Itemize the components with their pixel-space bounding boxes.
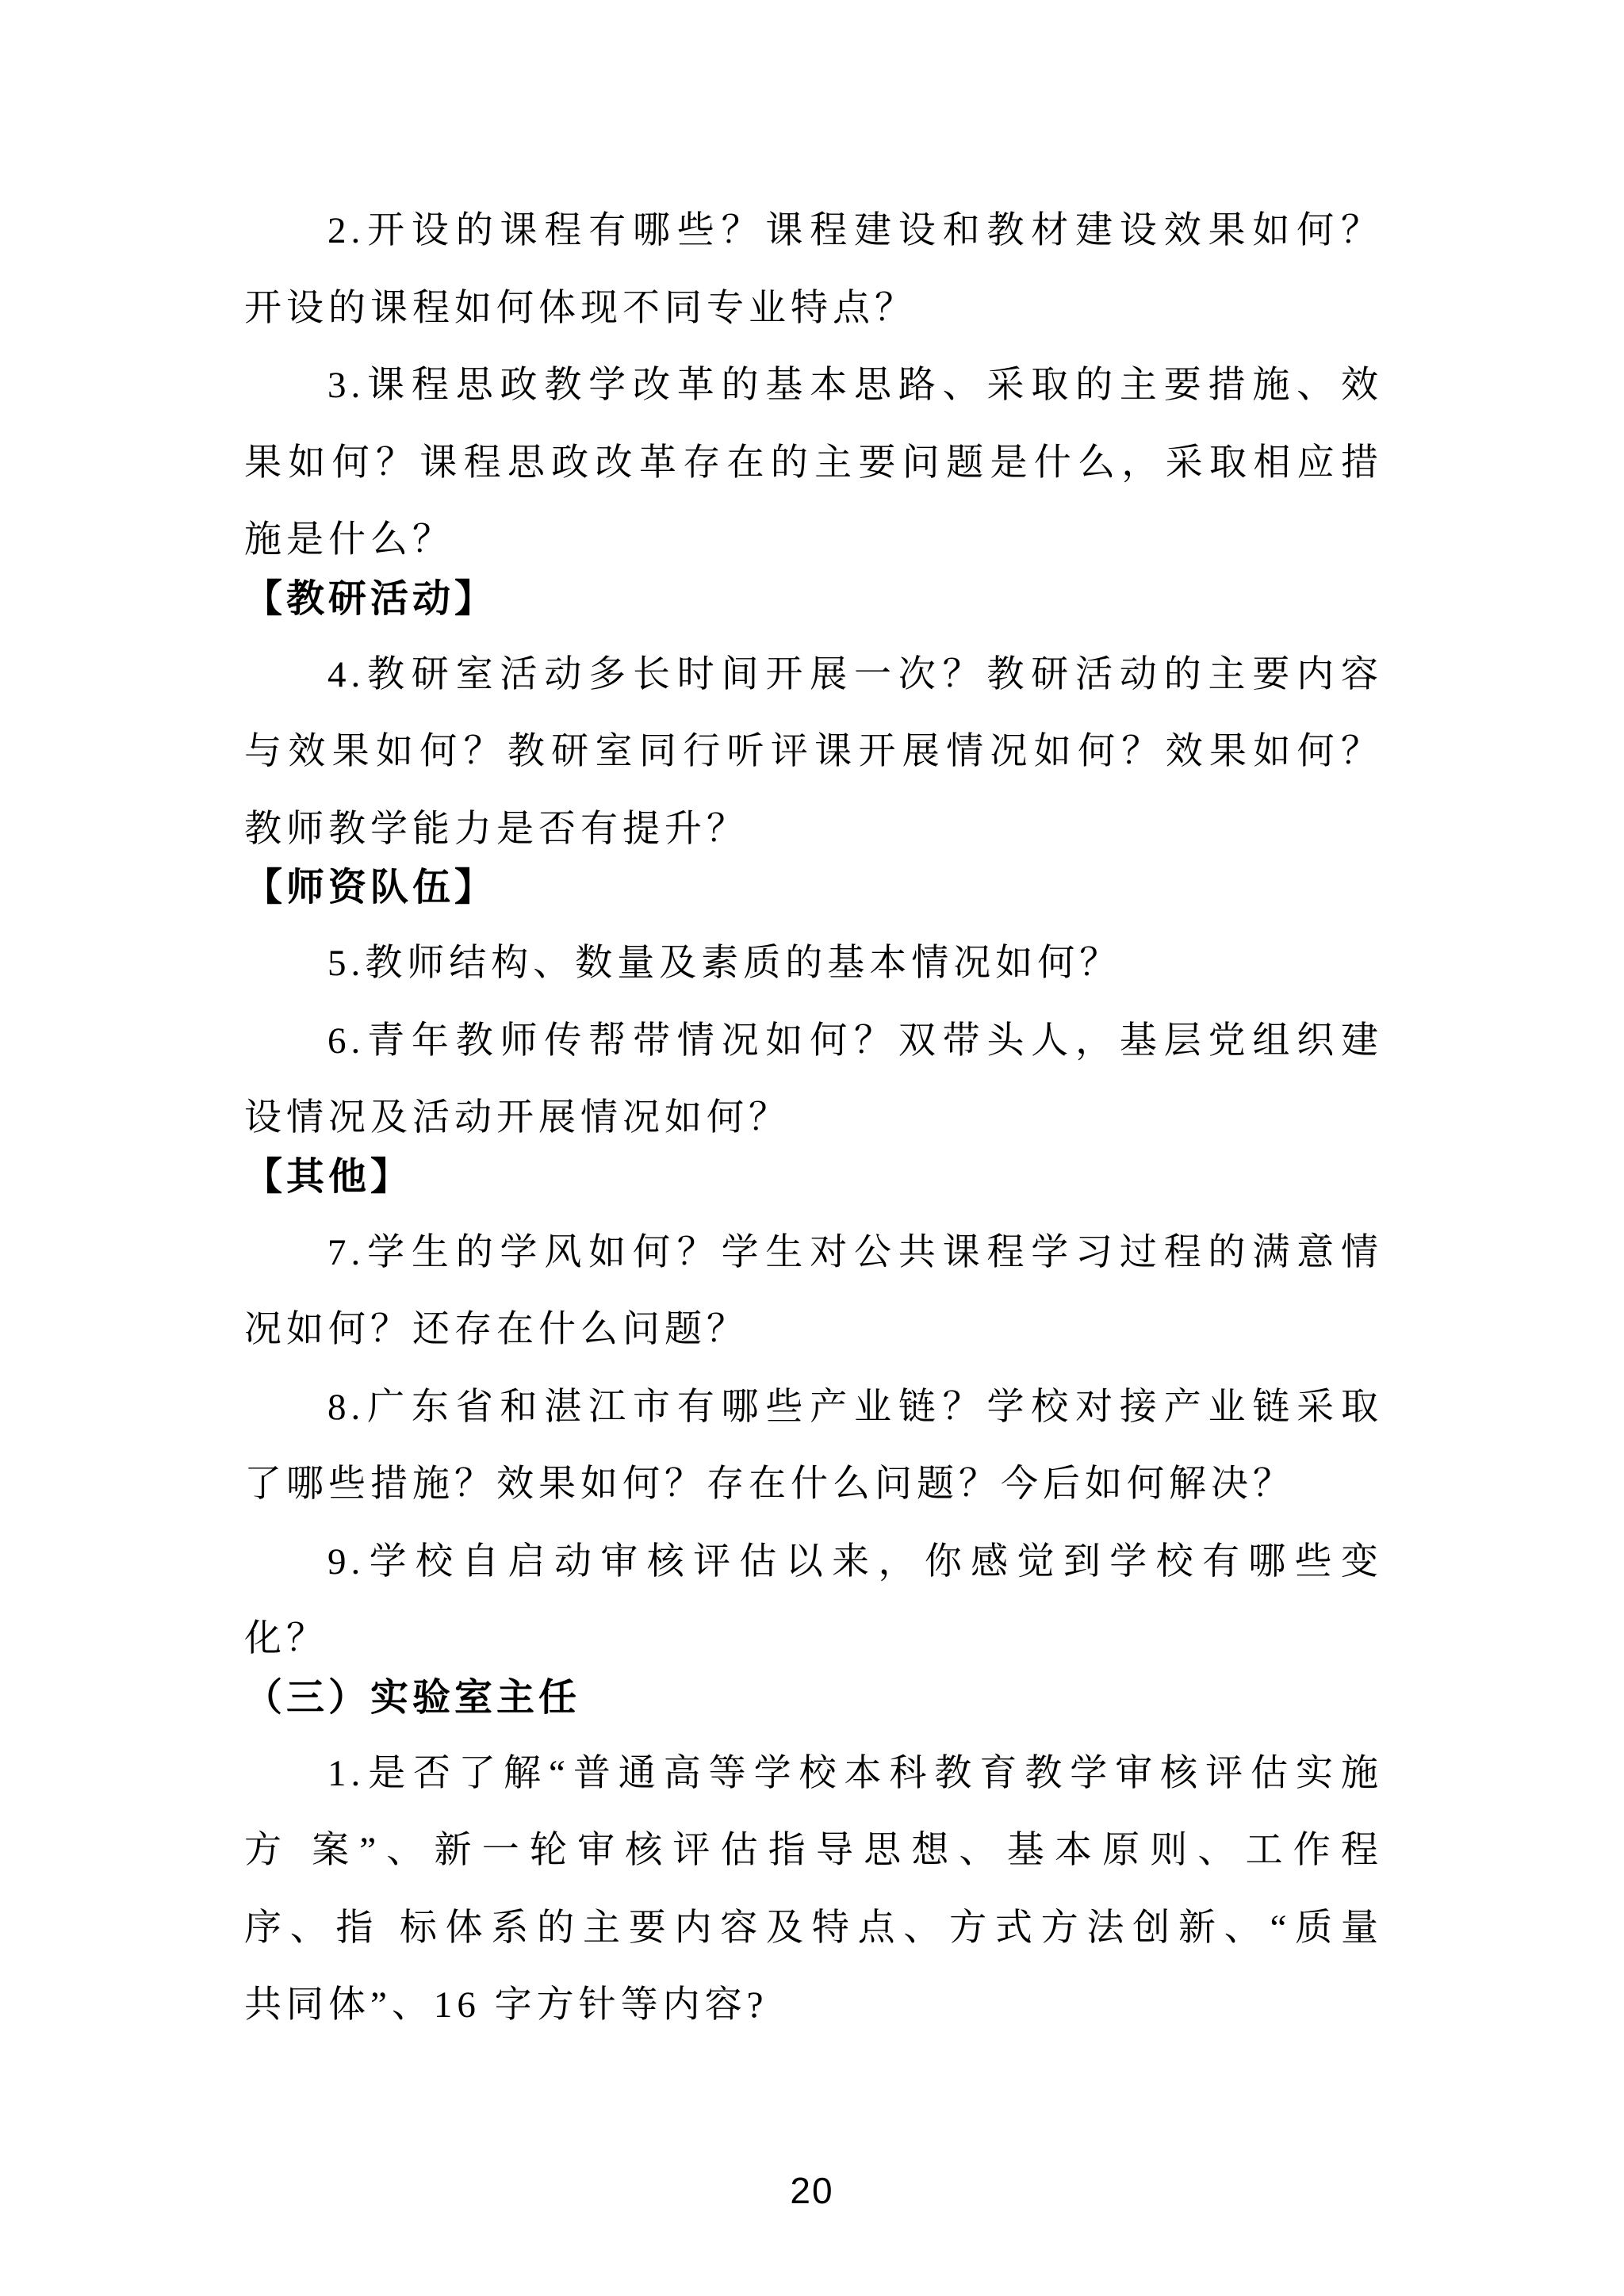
question-line-continuation: 方 案”、新一轮审核评估指导思想、基本原则、工作程 — [244, 1830, 1383, 1871]
question-line-continuation: 共同体”、16 字方针等内容? — [244, 1984, 768, 2026]
section-header: 【教研活动】 — [244, 577, 497, 620]
page-number: 20 — [790, 2170, 834, 2211]
question-line-continuation: 施是什么？ — [244, 519, 454, 561]
question-line-continuation: 况如何？还存在什么问题？ — [244, 1309, 749, 1350]
question-line: 8.广东省和湛江市有哪些产业链？学校对接产业链采取 — [327, 1386, 1383, 1428]
question-line: 6.青年教师传帮带情况如何？双带头人，基层党组织建 — [327, 1020, 1383, 1062]
question-line: 3.课程思政教学改革的基本思路、采取的主要措施、效 — [327, 365, 1383, 406]
section-header: 【其他】 — [244, 1155, 413, 1198]
question-line-continuation: 果如何？课程思政改革存在的主要问题是什么，采取相应措 — [244, 442, 1383, 484]
question-line-continuation: 了哪些措施？效果如何？存在什么问题？今后如何解决？ — [244, 1464, 1295, 1505]
question-line: 7.学生的学风如何？学生对公共课程学习过程的满意情 — [327, 1231, 1383, 1273]
question-line-continuation: 序、指 标体系的主要内容及特点、方式方法创新、“质量 — [244, 1907, 1383, 1949]
question-line-continuation: 化？ — [244, 1618, 328, 1659]
question-line-continuation: 教师教学能力是否有提升？ — [244, 808, 749, 850]
document-body — [244, 193, 1383, 2045]
section-header: 【师资队伍】 — [244, 867, 497, 909]
question-line: 5.教师结构、数量及素质的基本情况如何？ — [327, 943, 1122, 984]
question-line: 9.学校自启动审核评估以来，你感觉到学校有哪些变 — [327, 1540, 1383, 1582]
question-line-continuation: 开设的课程如何体现不同专业特点？ — [244, 287, 917, 329]
question-line-continuation: 设情况及活动开展情况如何？ — [244, 1097, 791, 1138]
question-line: 4.教研室活动多长时间开展一次？教研活动的主要内容 — [327, 653, 1383, 695]
question-line: 1.是否了解“普通高等学校本科教育教学审核评估实施 — [327, 1752, 1383, 1794]
question-line-continuation: 与效果如何？教研室同行听评课开展情况如何？效果如何？ — [244, 731, 1383, 772]
subsection-title: （三）实验室主任 — [244, 1676, 581, 1719]
question-line: 2.开设的课程有哪些？课程建设和教材建设效果如何？ — [327, 210, 1383, 251]
